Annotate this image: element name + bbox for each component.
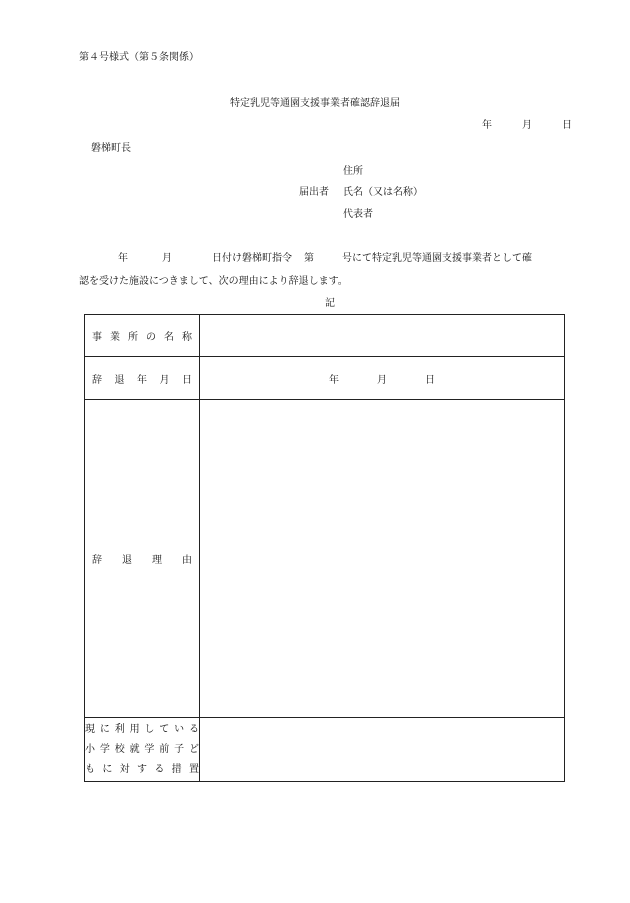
measures-label-cell <box>85 718 200 782</box>
body-dai: 第 <box>304 253 314 264</box>
measures-label-line-1: 現に利用している <box>85 723 199 735</box>
form-number: 第４号様式（第５条関係） <box>79 52 199 63</box>
withdrawal-date-label-cell <box>85 357 200 400</box>
facility-name-field[interactable] <box>200 315 565 357</box>
withdrawal-month-label: 月 <box>377 374 387 386</box>
withdrawal-reason-label-cell <box>85 400 200 718</box>
withdrawal-reason-label: 辞退理由 <box>92 555 192 566</box>
table-row-measures <box>85 718 565 782</box>
withdrawal-year-label: 年 <box>329 374 339 386</box>
filer-label: 届出者 <box>299 187 329 198</box>
withdrawal-date-label: 辞退年月日 <box>92 374 192 386</box>
facility-name-label-cell <box>85 315 200 357</box>
addressee: 磐梯町長 <box>91 143 131 154</box>
date-day-label: 日 <box>562 120 572 131</box>
body-text-line-2: 認を受けた施設につきまして、次の理由により辞退します。 <box>79 276 348 287</box>
date-month-label: 月 <box>522 120 532 131</box>
withdrawal-date-field[interactable] <box>200 357 565 400</box>
submission-date-line <box>482 121 572 131</box>
body-text-line-1 <box>118 254 532 264</box>
body-rest: 号にて特定乳児等通園支援事業者として確 <box>342 253 532 264</box>
body-month: 月 <box>162 253 172 264</box>
table-row-facility-name <box>85 315 565 357</box>
table-row-withdrawal-date <box>85 357 565 400</box>
date-year-label: 年 <box>482 120 492 131</box>
withdrawal-day-label: 日 <box>425 374 435 386</box>
measures-label-line-3: もに対する措置 <box>85 763 199 775</box>
facility-name-label: 事業所の名称 <box>92 332 192 343</box>
withdrawal-reason-field[interactable] <box>200 400 565 718</box>
ki-heading: 記 <box>325 298 335 309</box>
table-row-withdrawal-reason <box>85 400 565 718</box>
body-year: 年 <box>118 253 128 264</box>
representative-label: 代表者 <box>343 209 373 220</box>
measures-label-line-2: 小学校就学前子ど <box>85 743 199 755</box>
measures-field[interactable] <box>200 718 565 782</box>
body-mid: 日付け磐梯町指令 <box>212 253 292 264</box>
name-label: 氏名（又は名称） <box>343 187 423 198</box>
document-title: 特定乳児等通園支援事業者確認辞退届 <box>230 98 400 109</box>
address-label: 住所 <box>343 166 363 177</box>
withdrawal-form-table <box>84 314 565 782</box>
